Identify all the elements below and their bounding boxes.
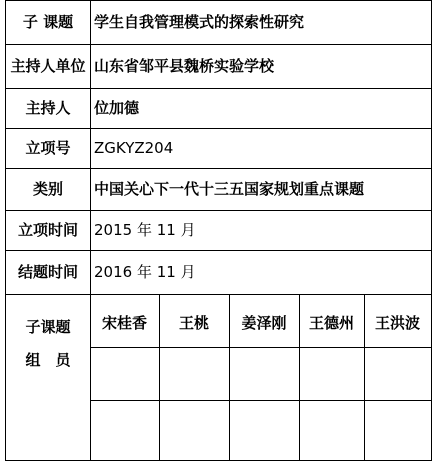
value-category: 中国关心下一代十三五国家规划重点课题	[94, 180, 365, 198]
value-project-number: ZGKYZ204	[94, 139, 174, 157]
label-completion-date: 结题时间	[17, 263, 78, 281]
row-divider	[90, 347, 431, 348]
column-divider	[90, 1, 91, 460]
row-divider	[6, 210, 431, 211]
row-divider	[6, 250, 431, 251]
row-divider	[6, 128, 431, 129]
row-divider	[6, 44, 431, 45]
row-divider	[90, 400, 431, 401]
member-name: 王洪波	[374, 314, 420, 332]
row-divider	[6, 294, 431, 295]
label-host-unit: 主持人单位	[10, 57, 86, 75]
label-project-number: 立项号	[25, 139, 71, 157]
project-info-table	[5, 0, 432, 461]
label-host: 主持人	[25, 99, 71, 117]
member-name: 王德州	[308, 314, 354, 332]
value-sub-project: 学生自我管理模式的探索性研究	[94, 13, 305, 31]
value-host-unit: 山东省邹平县魏桥实验学校	[94, 57, 275, 75]
member-name: 宋桂香	[101, 314, 147, 332]
row-divider	[6, 168, 431, 169]
label-members-line1: 子课题	[25, 318, 71, 336]
member-name: 王桃	[178, 314, 209, 332]
label-members-line2: 组 员	[25, 351, 71, 369]
label-sub-project: 子 课题	[22, 13, 74, 31]
value-completion-date: 2016 年 11 月	[94, 263, 196, 281]
row-divider	[6, 88, 431, 89]
label-category: 类别	[32, 180, 63, 198]
value-approval-date: 2015 年 11 月	[94, 221, 196, 239]
value-host: 位加德	[94, 99, 140, 117]
label-approval-date: 立项时间	[17, 221, 78, 239]
member-name: 姜泽刚	[241, 314, 287, 332]
